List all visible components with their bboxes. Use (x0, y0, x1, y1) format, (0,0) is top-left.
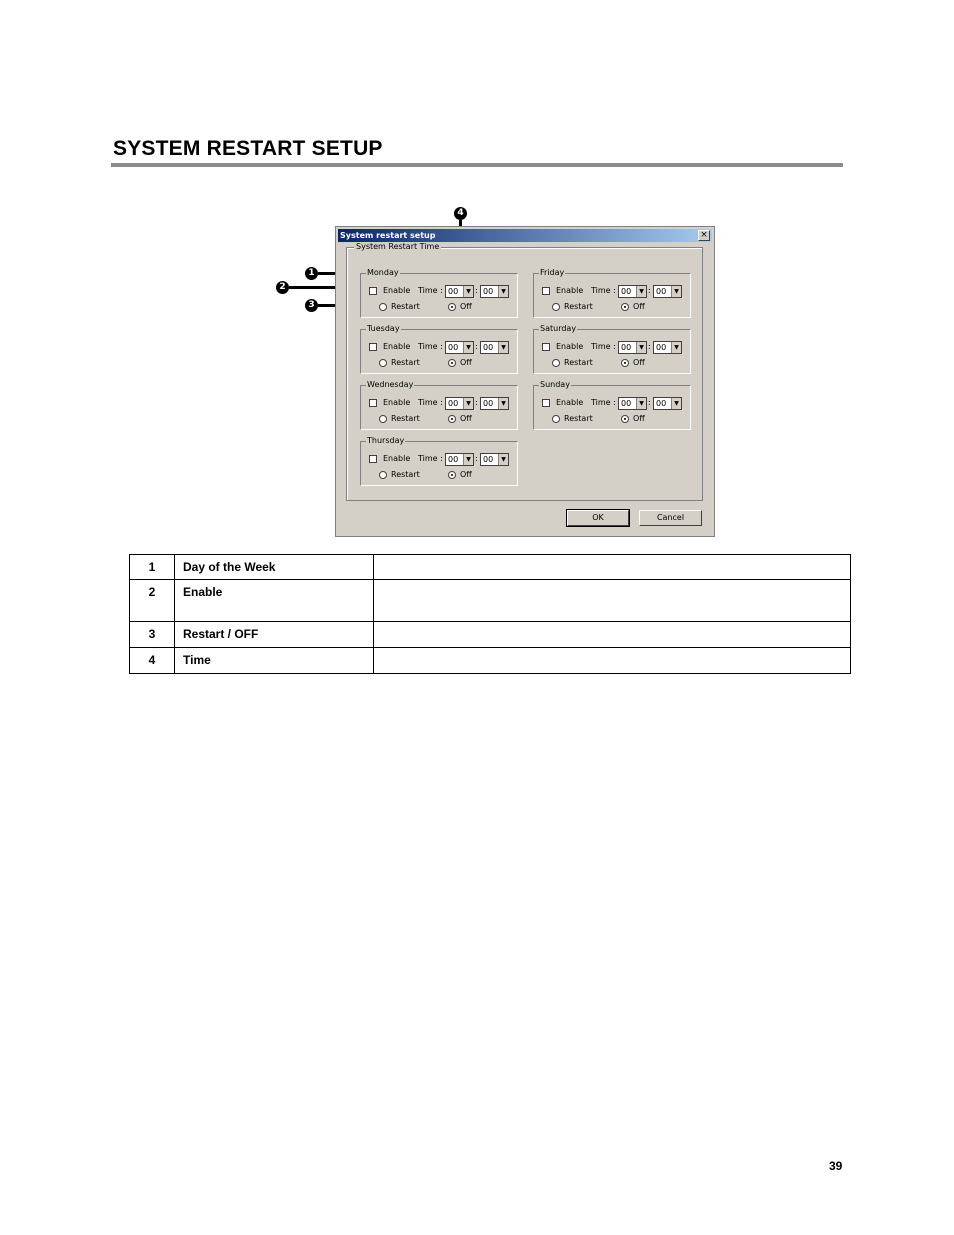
enable-label: Enable (383, 398, 411, 407)
time-colon: : (475, 454, 478, 463)
ok-button[interactable]: OK (567, 510, 629, 526)
chevron-down-icon[interactable]: ▼ (498, 454, 508, 465)
minute-select[interactable] (480, 341, 509, 354)
off-label: Off (633, 414, 645, 423)
minute-value: 00 (656, 287, 667, 296)
enable-label: Enable (383, 286, 411, 295)
hour-select[interactable] (618, 285, 647, 298)
hour-select[interactable] (445, 397, 474, 410)
restart-radio[interactable] (379, 415, 387, 423)
restart-time-group-label: System Restart Time (356, 242, 440, 251)
legend-num: 4 (130, 648, 175, 674)
system-restart-dialog (335, 226, 715, 537)
mode-row (379, 413, 519, 425)
off-label: Off (633, 302, 645, 311)
time-label: Time : (418, 286, 443, 295)
restart-radio[interactable] (552, 359, 560, 367)
off-radio[interactable] (448, 415, 456, 423)
table-row (130, 555, 851, 580)
hour-value: 00 (448, 287, 459, 296)
legend-num: 1 (130, 555, 175, 580)
title-rule (111, 163, 843, 167)
callout-4: 4 (454, 207, 467, 220)
enable-checkbox[interactable] (369, 455, 377, 463)
off-label: Off (633, 358, 645, 367)
dialog-titlebar[interactable] (338, 229, 712, 242)
off-radio[interactable] (621, 359, 629, 367)
legend-term: Restart / OFF (175, 622, 374, 648)
day-group-thursday (360, 436, 518, 486)
enable-label: Enable (556, 286, 584, 295)
hour-value: 00 (621, 343, 632, 352)
time-colon: : (648, 286, 651, 295)
restart-label: Restart (391, 358, 420, 367)
mode-row (379, 301, 519, 313)
day-label: Wednesday (367, 380, 414, 389)
table-row (130, 622, 851, 648)
enable-checkbox[interactable] (542, 287, 550, 295)
time-label: Time : (591, 342, 616, 351)
day-group-sunday (533, 380, 691, 430)
restart-label: Restart (564, 302, 593, 311)
restart-radio[interactable] (552, 415, 560, 423)
dialog-title: System restart setup (340, 231, 436, 240)
page-title: SYSTEM RESTART SETUP (113, 137, 383, 160)
off-radio[interactable] (448, 471, 456, 479)
chevron-down-icon[interactable]: ▼ (463, 342, 473, 353)
time-label: Time : (591, 398, 616, 407)
mode-row (552, 301, 692, 313)
time-colon: : (475, 342, 478, 351)
hour-select[interactable] (445, 285, 474, 298)
enable-checkbox[interactable] (369, 399, 377, 407)
enable-label: Enable (556, 342, 584, 351)
minute-select[interactable] (480, 397, 509, 410)
minute-select[interactable] (480, 453, 509, 466)
table-row (130, 580, 851, 622)
enable-label: Enable (383, 342, 411, 351)
legend-desc (374, 648, 851, 674)
close-button[interactable] (698, 230, 710, 241)
restart-label: Restart (391, 470, 420, 479)
time-label: Time : (418, 398, 443, 407)
chevron-down-icon[interactable]: ▼ (636, 342, 646, 353)
minute-value: 00 (656, 343, 667, 352)
off-label: Off (460, 414, 472, 423)
hour-select[interactable] (618, 341, 647, 354)
day-label: Sunday (540, 380, 570, 389)
restart-radio[interactable] (379, 359, 387, 367)
time-label: Time : (591, 286, 616, 295)
hour-value: 00 (448, 455, 459, 464)
minute-value: 00 (483, 343, 494, 352)
day-label: Tuesday (367, 324, 400, 333)
off-radio[interactable] (621, 303, 629, 311)
enable-checkbox[interactable] (369, 287, 377, 295)
hour-value: 00 (448, 343, 459, 352)
minute-value: 00 (483, 287, 494, 296)
chevron-down-icon[interactable]: ▼ (463, 398, 473, 409)
hour-value: 00 (448, 399, 459, 408)
day-group-friday (533, 268, 691, 318)
off-radio[interactable] (448, 303, 456, 311)
table-row (130, 648, 851, 674)
day-label: Thursday (367, 436, 405, 445)
restart-radio[interactable] (379, 471, 387, 479)
mode-row (552, 357, 692, 369)
restart-label: Restart (391, 414, 420, 423)
callout-2: 2 (276, 281, 289, 294)
off-label: Off (460, 302, 472, 311)
time-label: Time : (418, 454, 443, 463)
legend-desc (374, 555, 851, 580)
time-label: Time : (418, 342, 443, 351)
hour-value: 00 (621, 287, 632, 296)
minute-select[interactable] (653, 397, 682, 410)
off-radio[interactable] (621, 415, 629, 423)
enable-checkbox[interactable] (542, 343, 550, 351)
cancel-button[interactable]: Cancel (639, 510, 702, 526)
minute-value: 00 (656, 399, 667, 408)
legend-desc (374, 622, 851, 648)
legend-num: 3 (130, 622, 175, 648)
time-colon: : (475, 286, 478, 295)
restart-label: Restart (564, 358, 593, 367)
legend-desc (374, 580, 851, 622)
restart-label: Restart (391, 302, 420, 311)
hour-select[interactable] (445, 341, 474, 354)
legend-table (129, 554, 851, 674)
page-number: 39 (829, 1159, 843, 1173)
minute-select[interactable] (653, 341, 682, 354)
chevron-down-icon[interactable]: ▼ (498, 286, 508, 297)
minute-select[interactable] (653, 285, 682, 298)
day-group-saturday (533, 324, 691, 374)
restart-radio[interactable] (379, 303, 387, 311)
chevron-down-icon[interactable]: ▼ (671, 286, 681, 297)
hour-select[interactable] (618, 397, 647, 410)
day-group-tuesday (360, 324, 518, 374)
chevron-down-icon[interactable]: ▼ (636, 286, 646, 297)
enable-checkbox[interactable] (369, 343, 377, 351)
legend-num: 2 (130, 580, 175, 622)
day-label: Monday (367, 268, 399, 277)
restart-label: Restart (564, 414, 593, 423)
enable-label: Enable (556, 398, 584, 407)
mode-row (552, 413, 692, 425)
chevron-down-icon[interactable]: ▼ (671, 398, 681, 409)
time-colon: : (475, 398, 478, 407)
enable-label: Enable (383, 454, 411, 463)
day-group-wednesday (360, 380, 518, 430)
mode-row (379, 469, 519, 481)
chevron-down-icon[interactable]: ▼ (498, 342, 508, 353)
enable-checkbox[interactable] (542, 399, 550, 407)
time-colon: : (648, 398, 651, 407)
callout-3: 3 (305, 299, 318, 312)
hour-select[interactable] (445, 453, 474, 466)
chevron-down-icon[interactable]: ▼ (671, 342, 681, 353)
chevron-down-icon[interactable]: ▼ (636, 398, 646, 409)
chevron-down-icon[interactable]: ▼ (463, 286, 473, 297)
minute-select[interactable] (480, 285, 509, 298)
off-radio[interactable] (448, 359, 456, 367)
callout-1: 1 (305, 267, 318, 280)
close-icon: × (700, 230, 708, 240)
minute-value: 00 (483, 455, 494, 464)
chevron-down-icon[interactable]: ▼ (463, 454, 473, 465)
legend-term: Enable (175, 580, 374, 622)
legend-term: Time (175, 648, 374, 674)
off-label: Off (460, 470, 472, 479)
mode-row (379, 357, 519, 369)
off-label: Off (460, 358, 472, 367)
day-label: Friday (540, 268, 565, 277)
minute-value: 00 (483, 399, 494, 408)
day-group-monday (360, 268, 518, 318)
time-colon: : (648, 342, 651, 351)
restart-radio[interactable] (552, 303, 560, 311)
day-label: Saturday (540, 324, 577, 333)
legend-term: Day of the Week (175, 555, 374, 580)
hour-value: 00 (621, 399, 632, 408)
chevron-down-icon[interactable]: ▼ (498, 398, 508, 409)
